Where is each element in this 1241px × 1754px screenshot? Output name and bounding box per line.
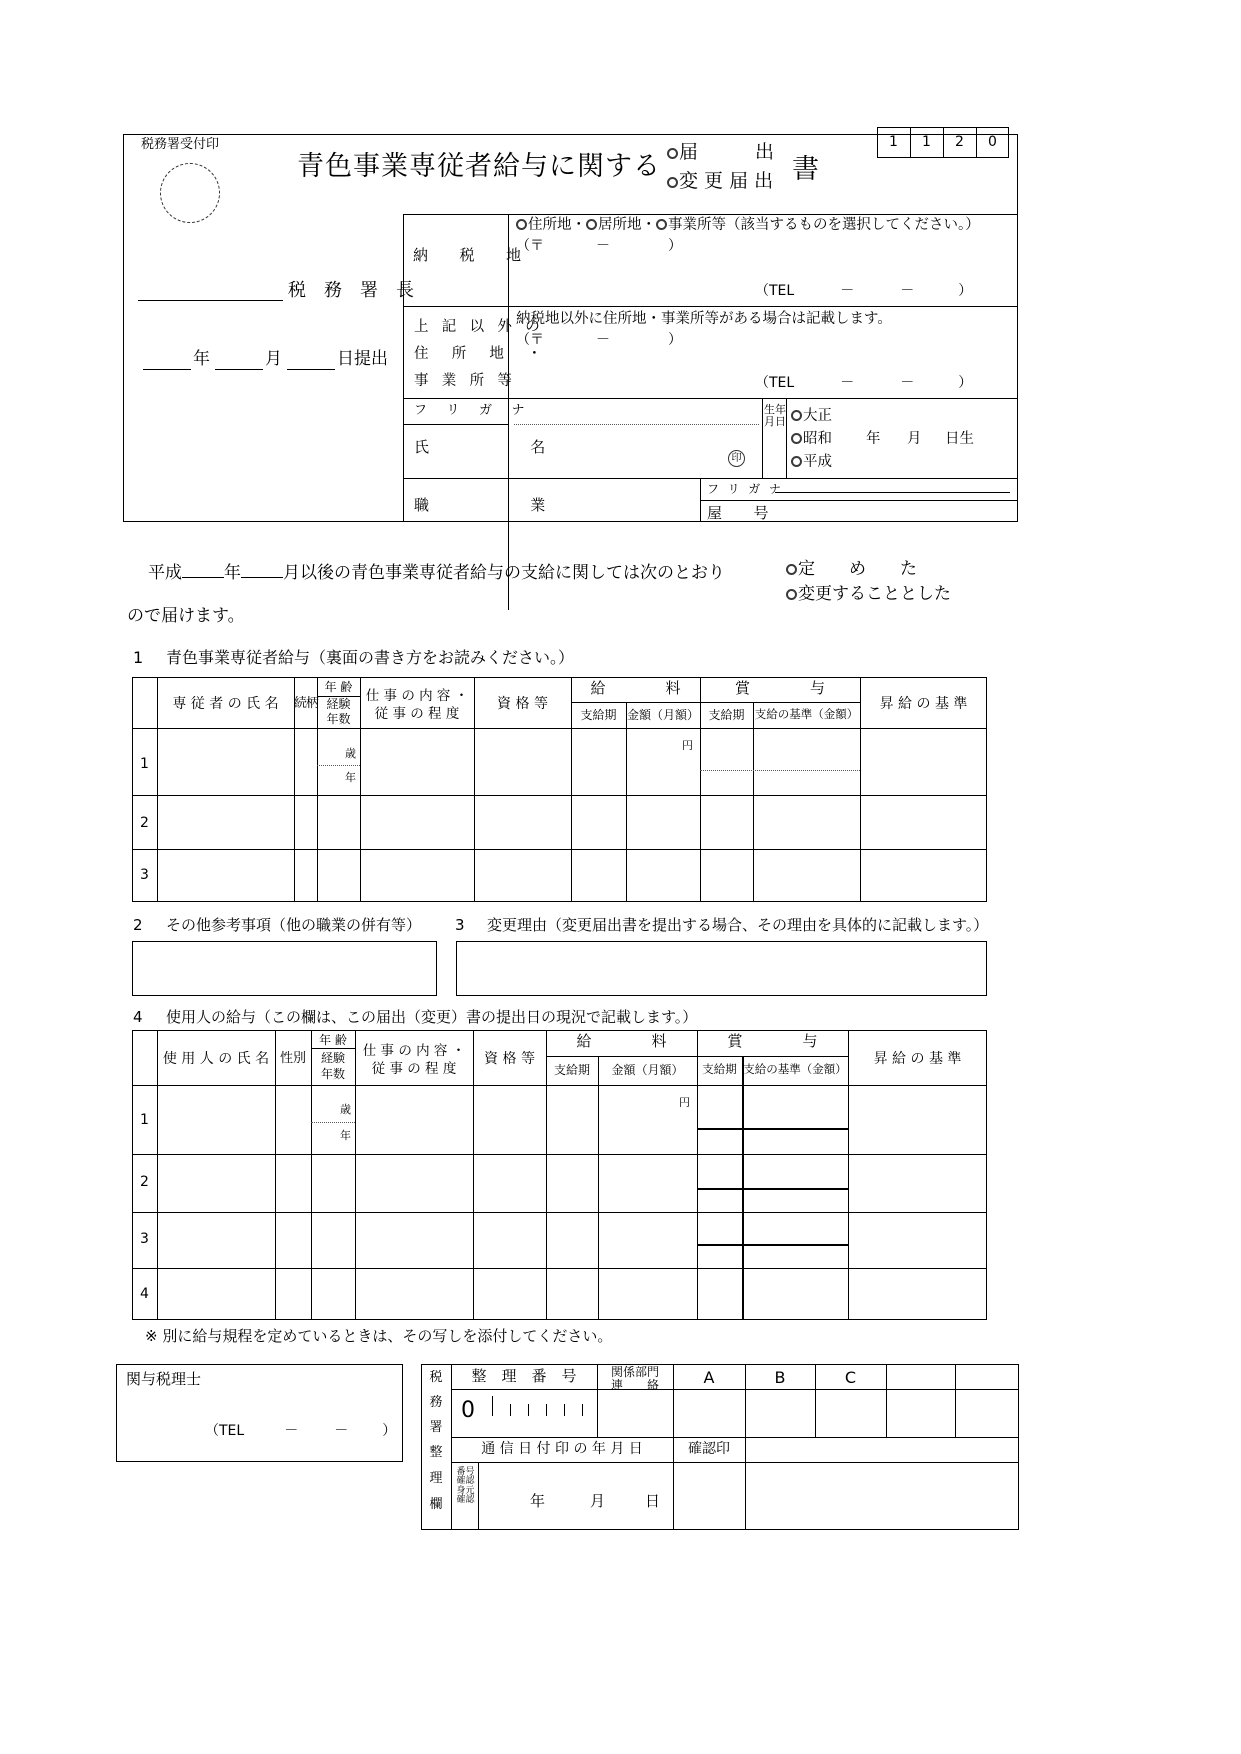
s1-header-qualification: 資 格 等 [497,696,548,712]
s4-row-number-2: 2 [140,1174,149,1190]
declaration-option-henkou: 変更することとした [786,586,951,603]
s4-unit-year: 年 [340,1129,351,1142]
s1-header-raise: 昇 給 の 基 準 [879,696,968,712]
admin-zero: 0 [461,1398,475,1423]
form-code-digit-1: 1 [889,134,898,150]
receipt-seal-circle [160,163,220,223]
birth-label: 生年月日 [764,403,786,429]
s1-header-age: 年 齢 [324,680,353,694]
section1-title: 青色事業専従者給与（裏面の書き方をお読みください。） [166,648,575,667]
s4-header-bonus: 賞 与 [727,1032,818,1050]
other-place-label-3: 事 業 所 等 [414,373,517,389]
admin-date-year: 年 [530,1492,546,1510]
admin-label-seiri-3: 欄 [429,1497,443,1512]
admin-label-seiri-2: 理 [429,1471,443,1486]
s1-header-bonus: 賞 与 [734,679,825,697]
radio-taisho-icon[interactable] [791,410,802,421]
s4-header-exp2: 年数 [320,1067,345,1081]
declaration-tail: ので届けます。 [127,606,245,626]
s1-unit-year: 年 [345,771,356,784]
form-code-digit-2: 1 [922,134,931,150]
birth-era-heisei: 平成 [791,455,832,470]
admin-seiri-bango-label: 整 理 番 号 [471,1367,577,1385]
s4-header-salary: 給 料 [576,1032,667,1050]
section4-number: 4 [133,1008,143,1026]
s1-row-number-2: 2 [140,815,149,831]
radio-jushochi-icon[interactable] [516,219,527,230]
s4-header-gender: 性別 [279,1051,306,1066]
shop-furigana-label: フ リ ガ ナ [707,482,784,496]
section3-box[interactable] [456,941,987,996]
birth-month: 月 [907,431,922,447]
birth-era-taisho: 大正 [791,409,832,424]
tax-place-tel: （TEL － － ） [755,283,973,299]
declaration-option-sadameta: 定 め た [786,561,917,578]
radio-sadameta-icon[interactable] [786,564,797,575]
page-title: 青色事業専従者給与に関する [297,151,661,182]
accountant-label: 関与税理士 [126,1370,202,1388]
s4-header-work2: 従 事 の 程 度 [371,1061,457,1077]
s4-row-number-1: 1 [140,1112,149,1128]
other-place-label-1: 上 記 以 外 の [414,319,545,335]
s4-header-age: 年 齢 [319,1033,347,1047]
admin-col-b: B [774,1368,786,1387]
section3-number: 3 [455,916,465,934]
admin-side-vertical-label: 番号確認 身元確認 [456,1467,475,1506]
s1-header-name: 専 従 者 の 氏 名 [172,696,279,712]
tax-place-options: 住所地・ 居所地・ 事業所等（該当するものを選択してください。） [516,218,980,233]
admin-tsushin-label: 通 信 日 付 印 の 年 月 日 [481,1441,643,1457]
s4-row-number-4: 4 [140,1286,149,1302]
form-code-digit-3: 2 [955,134,964,150]
admin-label-zeimu-3: 署 [429,1420,443,1435]
s4-header-bonus-standard: 支給の基準（金額） [743,1062,847,1076]
title-option-todokede: 届 出 [667,143,774,162]
admin-label-zeimu-2: 務 [429,1395,443,1410]
radio-henko-icon[interactable] [667,177,678,188]
s4-unit-age: 歳 [340,1103,351,1116]
admin-kakunin-label: 確認印 [688,1441,730,1457]
radio-henkou-icon[interactable] [786,589,797,600]
admin-date-day: 日 [645,1492,661,1510]
s4-header-bonus-period: 支給期 [702,1062,737,1076]
s4-header-exp1: 経験 [320,1051,345,1065]
section3-title: 変更理由（変更届出書を提出する場合、その理由を具体的に記載します。） [487,916,989,934]
section1-number: 1 [133,648,144,667]
occupation-label: 職 業 [414,496,554,514]
s1-header-work1: 仕 事 の 内 容 ・ [365,688,469,704]
s4-header-qualification: 資 格 等 [484,1051,535,1067]
admin-kankei-label-1: 関係部門 [610,1365,659,1379]
tax-place-label: 納 税 地 [413,246,530,264]
birth-era-showa: 昭和 [791,432,832,447]
submit-year: 年 [193,349,210,369]
receipt-seal-label: 税務署受付印 [141,137,220,152]
radio-heisei-icon[interactable] [791,456,802,467]
admin-col-a: A [703,1368,715,1387]
shop-label: 屋 号 [707,504,777,522]
name-label: 氏 名 [414,438,554,456]
s4-header-name: 使 用 人 の 氏 名 [162,1051,270,1067]
s1-header-relation: 続柄 [294,696,319,711]
title-option-henko: 変 更 届 出 [667,172,773,191]
tax-office-label: 税 務 署 長 [288,280,414,301]
footnote: ※ 別に給与規程を定めているときは、その写しを添付してください。 [145,1327,613,1345]
radio-jigyosho-icon[interactable] [656,219,667,230]
s1-header-salary-period: 支給期 [580,708,617,722]
s4-header-salary-period: 支給期 [553,1063,590,1077]
other-place-postal: （〒 － ） [516,332,682,348]
tax-place-postal: （〒 － ） [516,238,682,254]
title-tail: 書 [792,154,819,185]
s1-unit-age: 歳 [345,747,356,760]
other-place-tel: （TEL － － ） [755,375,973,391]
s4-unit-yen: 円 [679,1096,690,1109]
admin-col-c: C [844,1368,857,1387]
s1-row-number-1: 1 [140,756,149,772]
admin-label-seiri-1: 整 [429,1445,443,1460]
s1-row-number-3: 3 [140,867,149,883]
birth-day: 日生 [945,431,974,447]
submit-month: 月 [265,349,282,369]
other-place-label-2: 住 所 地 ・ [414,346,546,362]
radio-showa-icon[interactable] [791,433,802,444]
birth-year: 年 [866,431,881,447]
s1-header-salary-amount: 金額（月額） [626,708,699,722]
s4-header-work1: 仕 事 の 内 容 ・ [362,1043,466,1059]
admin-date-month: 月 [590,1492,606,1510]
accountant-tel: （TEL － － ） [205,1423,397,1439]
other-place-note: 納税地以外に住所地・事業所等がある場合は記載します。 [516,311,892,327]
name-seal-icon: 印 [728,450,745,467]
furigana-label: フ リ ガ ナ [414,403,528,418]
s1-header-work2: 従 事 の 程 度 [374,706,460,722]
s1-unit-yen: 円 [682,739,693,752]
s4-header-salary-amount: 金額（月額） [611,1063,684,1077]
section2-title: その他参考事項（他の職業の併有等） [166,916,422,934]
s4-row-number-3: 3 [140,1231,149,1247]
declaration-lead: 平成 年 月以後の青色事業専従者給与の支給に関しては次のとおり [148,563,725,583]
submit-day: 日提出 [337,349,388,369]
section2-box[interactable] [132,941,437,996]
s1-header-exp1: 経験 [326,697,351,711]
radio-kyoshochi-icon[interactable] [586,219,597,230]
s1-header-salary: 給 料 [590,679,681,697]
s1-header-bonus-period: 支給期 [708,708,745,722]
s1-header-exp2: 年数 [326,712,351,726]
admin-label-zeimu-1: 税 [429,1370,443,1385]
radio-todokede-icon[interactable] [667,148,678,159]
s1-header-bonus-standard: 支給の基準（金額） [754,707,859,721]
s4-header-raise: 昇 給 の 基 準 [873,1051,962,1067]
section4-title: 使用人の給与（この欄は、この届出（変更）書の提出日の現況で記載します。） [166,1008,698,1026]
admin-kankei-label-2: 連 絡 [610,1378,659,1392]
form-code-digit-4: 0 [988,134,997,150]
section2-number: 2 [133,916,143,934]
